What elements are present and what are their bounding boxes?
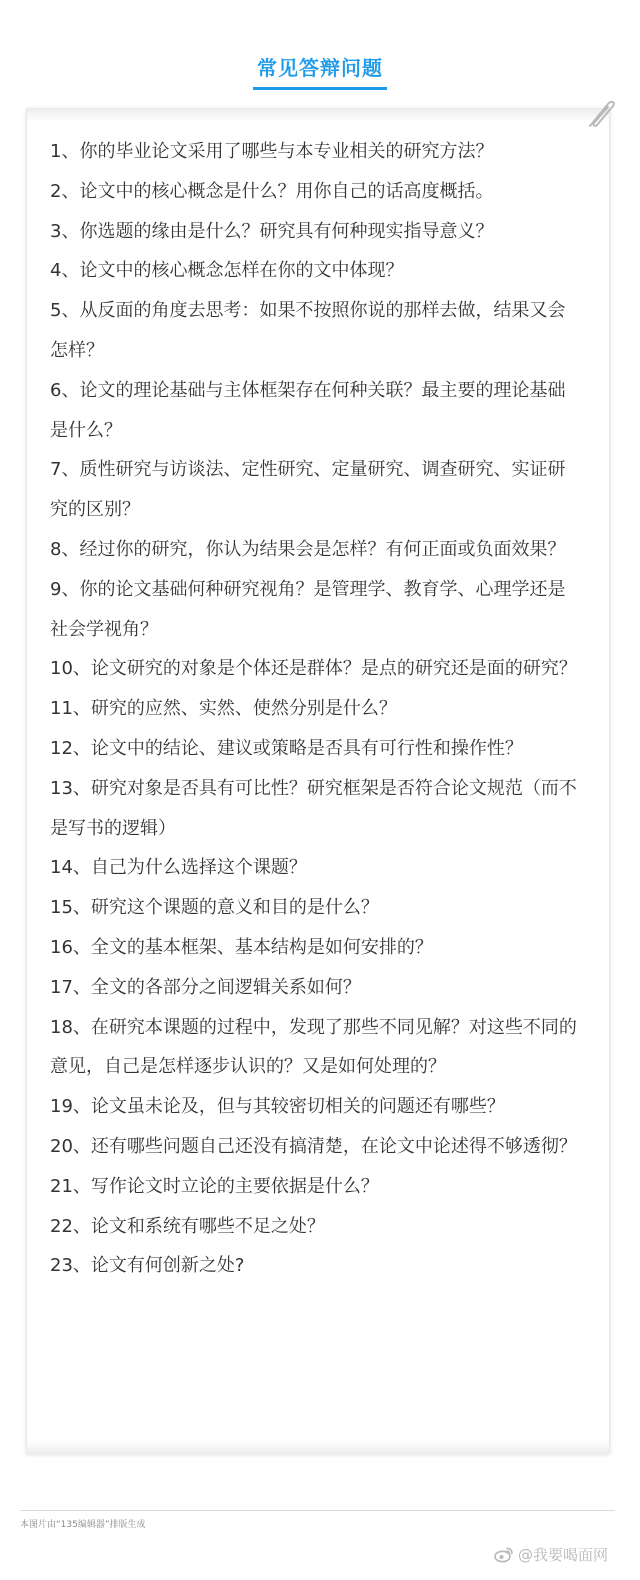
question-item: 6、论文的理论基础与主体框架存在何种关联？最主要的理论基础是什么？: [50, 379, 566, 441]
page-header: [0, 52, 640, 90]
question-item: 13、研究对象是否具有可比性？研究框架是否符合论文规范（而不是写书的逻辑）: [50, 777, 577, 839]
question-item: 1、你的毕业论文采用了哪些与本专业相关的研究方法？: [50, 141, 494, 162]
question-list: [50, 132, 580, 1286]
question-item: 17、全文的各部分之间逻辑关系如何？: [50, 976, 361, 998]
question-item: 11、研究的应然、实然、使然分别是什么？: [50, 698, 397, 720]
question-item: 20、还有哪些问题自己还没有搞清楚，在论文中论述得不够透彻？: [50, 1135, 577, 1157]
question-item: 15、研究这个课题的意义和目的是什么？: [50, 897, 379, 919]
question-item: 7、质性研究与访谈法、定性研究、定量研究、调查研究、实证研究的区别？: [50, 459, 566, 521]
footer-divider: [20, 1510, 615, 1511]
question-item: 5、从反面的角度去思考：如果不按照你说的那样去做，结果又会怎样？: [50, 300, 566, 361]
question-item: 8、经过你的研究，你认为结果会是怎样？有何正面或负面效果？: [50, 538, 566, 560]
question-item: 23、论文有何创新之处?: [50, 1255, 245, 1277]
question-item: 21、写作论文时立论的主要依据是什么？: [50, 1175, 379, 1197]
question-item: 12、论文中的结论、建议或策略是否具有可行性和操作性？: [50, 737, 523, 759]
watermark: [494, 1543, 608, 1565]
page-title: 常见答辩问题: [253, 52, 387, 90]
question-item: 4、论文中的核心概念怎样在你的文中体现？: [50, 260, 404, 282]
question-item: 9、你的论文基础何种研究视角？是管理学、教育学、心理学还是社会学视角？: [50, 578, 566, 640]
watermark-text: @我要喝面网: [518, 1545, 609, 1564]
question-item: 22、论文和系统有哪些不足之处？: [50, 1215, 325, 1237]
question-item: 14、自己为什么选择这个课题？: [50, 857, 307, 879]
question-item: 19、论文虽未论及，但与其较密切相关的问题还有哪些？: [50, 1096, 505, 1118]
weibo-icon: [494, 1546, 514, 1563]
paperclip-icon: [580, 96, 620, 132]
question-item: 16、全文的基本框架、基本结构是如何安排的？: [50, 936, 433, 958]
card-top-edge: [26, 108, 610, 122]
question-item: 2、论文中的核心概念是什么？用你自己的话高度概括。: [50, 180, 494, 202]
question-item: 10、论文研究的对象是个体还是群体？是点的研究还是面的研究？: [50, 658, 577, 680]
card-bottom-edge: [26, 1440, 610, 1454]
editor-credit: 本图片由“135编辑器”排版生成: [20, 1520, 146, 1530]
question-item: 3、你选题的缘由是什么？研究具有何种现实指导意义？: [50, 220, 494, 242]
question-item: 18、在研究本课题的过程中，发现了那些不同见解？对这些不同的意见，自己是怎样逐步认识的？又是如何处理的？: [50, 1016, 577, 1078]
